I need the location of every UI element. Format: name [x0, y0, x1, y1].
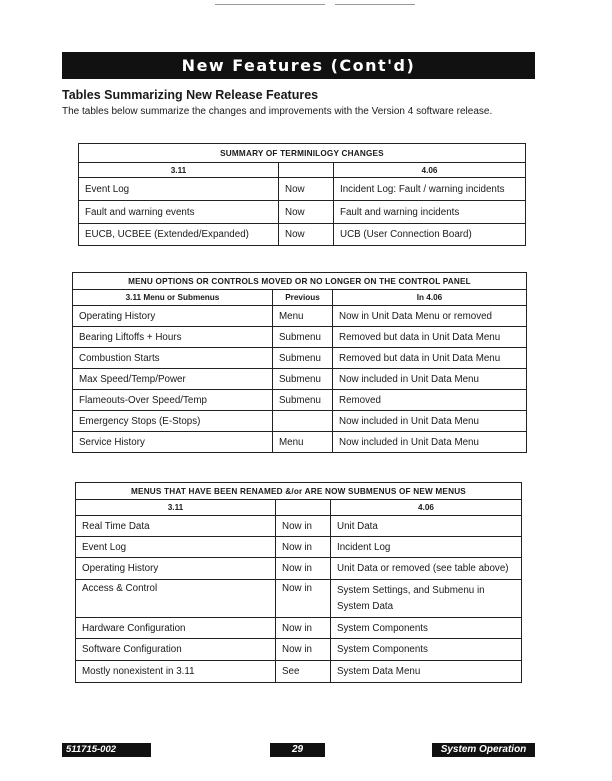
table-cell: Operating History	[73, 306, 273, 327]
table-cell: Menu	[273, 432, 333, 453]
table-cell: Fault and warning events	[79, 201, 279, 224]
table-row	[76, 558, 522, 580]
table-cell: Now in	[276, 639, 331, 661]
table-cell: Removed but data in Unit Data Menu	[333, 348, 527, 369]
renamed-menus-table	[75, 482, 522, 683]
table-row	[76, 639, 522, 661]
table-row	[73, 411, 527, 432]
column-header: 3.11 Menu or Submenus	[73, 290, 273, 306]
table-header-row	[73, 290, 527, 306]
table-cell: Combustion Starts	[73, 348, 273, 369]
table-cell: See	[276, 661, 331, 683]
column-header: 4.06	[334, 163, 526, 178]
table-cell: Unit Data or removed (see table above)	[331, 558, 522, 580]
table-cell: Menu	[273, 306, 333, 327]
table-cell: Now	[279, 178, 334, 201]
table-cell: Fault and warning incidents	[334, 201, 526, 224]
column-header: In 4.06	[333, 290, 527, 306]
table-cell: Incident Log: Fault / warning incidents	[334, 178, 526, 201]
table-cell: System Components	[331, 618, 522, 639]
table-cell: Removed	[333, 390, 527, 411]
table-row	[73, 327, 527, 348]
table-cell: System Components	[331, 639, 522, 661]
table-cell: Submenu	[273, 390, 333, 411]
table-cell: Now in	[276, 537, 331, 558]
table-cell: Mostly nonexistent in 3.11	[76, 661, 276, 683]
table-row	[73, 348, 527, 369]
table-cell: Event Log	[76, 537, 276, 558]
table-cell: Incident Log	[331, 537, 522, 558]
table-title-row	[73, 273, 527, 290]
table-header-row	[76, 500, 522, 516]
column-header: 3.11	[76, 500, 276, 516]
menu-options-table	[72, 272, 527, 453]
table-cell: Now in	[276, 558, 331, 580]
section-banner: New Features (Cont'd)	[62, 52, 535, 79]
table-row	[79, 201, 526, 224]
table-title-row	[79, 144, 526, 163]
table-title: MENUS THAT HAVE BEEN RENAMED &/or ARE NOW SUBMENUS OF NEW MENUS	[76, 483, 522, 500]
table-cell: Now in	[276, 516, 331, 537]
table-header-row	[79, 163, 526, 178]
table-title: MENU OPTIONS OR CONTROLS MOVED OR NO LONGER ON THE CONTROL PANEL	[73, 273, 527, 290]
table-row	[79, 178, 526, 201]
table-cell: System Settings, and Submenu in System Data	[331, 580, 522, 618]
table-row	[73, 432, 527, 453]
table-cell: Max Speed/Temp/Power	[73, 369, 273, 390]
table-row	[76, 537, 522, 558]
table-cell: Service History	[73, 432, 273, 453]
table-cell	[273, 411, 333, 432]
table-cell: Now	[279, 201, 334, 224]
table-title: SUMMARY OF TERMINILOGY CHANGES	[79, 144, 526, 163]
column-header	[276, 500, 331, 516]
table-title-row	[76, 483, 522, 500]
table-cell: Emergency Stops (E-Stops)	[73, 411, 273, 432]
table-cell: Now included in Unit Data Menu	[333, 369, 527, 390]
section-name: System Operation	[432, 743, 535, 757]
table-cell: Now in Unit Data Menu or removed	[333, 306, 527, 327]
table-cell: Operating History	[76, 558, 276, 580]
column-header: 3.11	[79, 163, 279, 178]
table-row	[76, 618, 522, 639]
table-cell: Submenu	[273, 348, 333, 369]
table-cell: Submenu	[273, 369, 333, 390]
terminology-table	[78, 143, 526, 246]
table-row	[73, 306, 527, 327]
table-row	[79, 224, 526, 246]
table-cell: Event Log	[79, 178, 279, 201]
table-cell: Now included in Unit Data Menu	[333, 432, 527, 453]
table-row	[76, 661, 522, 683]
table-cell: Bearing Liftoffs + Hours	[73, 327, 273, 348]
table-cell: Removed but data in Unit Data Menu	[333, 327, 527, 348]
table-cell: Hardware Configuration	[76, 618, 276, 639]
table-row	[76, 580, 522, 618]
table-cell: Now in	[276, 580, 331, 618]
table-cell: Real Time Data	[76, 516, 276, 537]
page-heading: Tables Summarizing New Release Features	[62, 88, 319, 102]
intro-paragraph: The tables below summarize the changes and improvements with the Version 4 software release.	[62, 106, 493, 117]
table-cell: System Data Menu	[331, 661, 522, 683]
table-row	[73, 369, 527, 390]
table-cell: UCB (User Connection Board)	[334, 224, 526, 246]
table-cell: Access & Control	[76, 580, 276, 618]
column-header: 4.06	[331, 500, 522, 516]
table-cell: Submenu	[273, 327, 333, 348]
page-number: 29	[270, 743, 325, 757]
column-header: Previous	[273, 290, 333, 306]
column-header	[279, 163, 334, 178]
table-cell: Now in	[276, 618, 331, 639]
table-row	[73, 390, 527, 411]
table-row	[76, 516, 522, 537]
table-cell: Unit Data	[331, 516, 522, 537]
table-cell: Software Configuration	[76, 639, 276, 661]
document-number: 511715-002	[62, 743, 151, 757]
table-cell: Flameouts-Over Speed/Temp	[73, 390, 273, 411]
table-cell: EUCB, UCBEE (Extended/Expanded)	[79, 224, 279, 246]
table-cell: Now included in Unit Data Menu	[333, 411, 527, 432]
table-cell: Now	[279, 224, 334, 246]
